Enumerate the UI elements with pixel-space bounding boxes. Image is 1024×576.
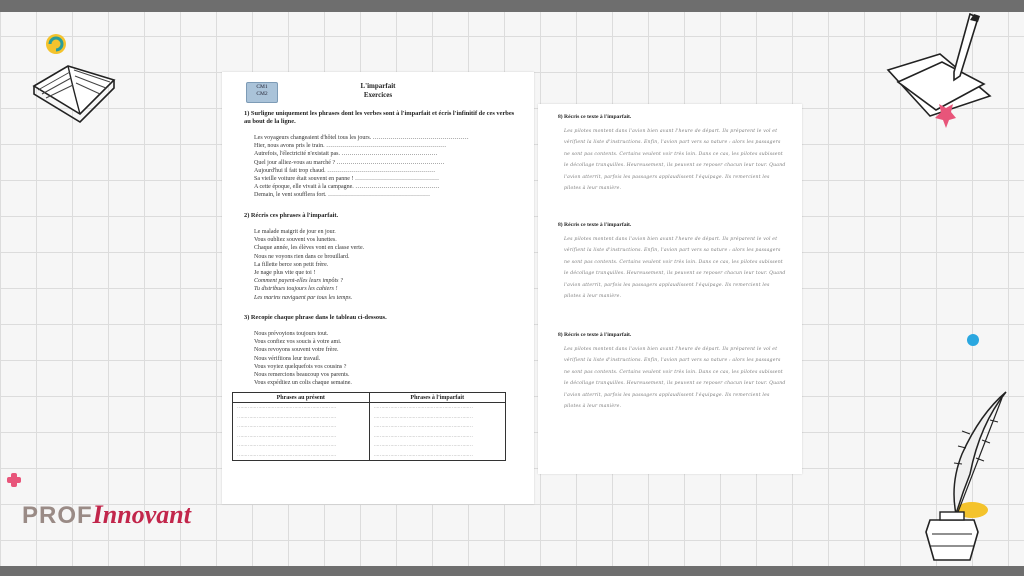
ex2-italic-line: Les marins naviguent par tous les temps. <box>254 294 353 301</box>
table-cell[interactable]: ………………………………………………………… <box>233 403 370 413</box>
table-header-imparfait: Phrases à l'imparfait <box>369 393 506 403</box>
ex2-italic-line: Tu distribues toujours les cahiers ! <box>254 286 338 293</box>
logo-prof: PROF <box>22 502 93 529</box>
ex1-line: Hier, nous avons pris le train. …………………………………………………… <box>254 143 447 150</box>
table-header-present: Phrases au présent <box>233 393 370 403</box>
ex1-line: Quel jour alliez-vous au marché ? ……………………………………………… <box>254 159 445 166</box>
copy-sheet-page <box>538 104 802 474</box>
table-cell[interactable]: ………………………………………………………… <box>369 432 506 442</box>
level-cm1: CM1 <box>256 84 268 90</box>
table-cell[interactable]: ………………………………………………………… <box>369 441 506 451</box>
cursive-text-block: Les pilotes montent dans l'avion bien avant l'heure de départ. Ils préparent le vol et vérifient la liste d'instructions. Enfin, l'avion part vers sa nature : alors les passagers ne sont pas contents. Certains veulent voir très loin. Dans ce cas, les pilotes subissent le décollage tranquilles. Heureusement, ils peuvent se reposer chacun leur tour. Quand l'avion atterrit, parfois les passagers applaudissent l'équipage. Ils remercient les pilotes à leur manière. <box>564 237 786 300</box>
ex3-line: Nous prévoyions toujours tout. <box>254 331 329 337</box>
table-row <box>233 441 506 451</box>
blue-dot <box>967 334 979 346</box>
brand-logo <box>22 500 191 530</box>
ex1-line: A cette époque, elle vivait à la campagne. …………………………………… <box>254 184 440 191</box>
cursive-text-block: Les pilotes montent dans l'avion bien avant l'heure de départ. Ils préparent le vol et vérifient la liste d'instructions. Enfin, l'avion part vers sa nature : alors les passagers ne sont pas contents. Certains veulent voir très loin. Dans ce cas, les pilotes subissent le décollage tranquilles. Heureusement, ils peuvent se reposer chacun leur tour. Quand l'avion atterrit, parfois les passagers applaudissent l'équipage. Ils remercient les pilotes à leur manière. <box>564 347 786 410</box>
table-cell[interactable]: ………………………………………………………… <box>233 413 370 423</box>
ex3-line: Vous expédiiez un colis chaque semaine. <box>254 380 352 387</box>
worksheet-title: L'imparfait <box>360 82 396 90</box>
worksheet-subtitle: Exercices <box>363 91 393 99</box>
table-cell[interactable]: ………………………………………………………… <box>233 441 370 451</box>
quill-inkwell-icon <box>910 384 1020 566</box>
table-row <box>233 403 506 413</box>
ex2-line: Chaque année, les élèves vont en classe verte. <box>254 245 365 252</box>
ex1-line: Demain, le vent soufflera fort. …………………………………………… <box>254 192 431 199</box>
ex3-line: Nous vérifiions leur travail. <box>254 355 321 362</box>
logo-innovant: Innovant <box>92 500 191 529</box>
ex1-line: Autrefois, l'électricité n'existait pas. ………………………………………… <box>254 151 438 158</box>
bottom-frame-bar <box>0 566 1024 576</box>
ex3-line: Nous remercions beaucoup vos parents. <box>254 372 350 379</box>
exercise-3-instruction: 3) Recopie chaque phrase dans le tableau ci-dessous. <box>244 314 387 321</box>
table-body <box>233 403 506 461</box>
ex3-line: Vous confiez vos soucis à votre ami. <box>254 339 342 346</box>
ex3-line: Vous voyiez quelquefois vos cousins ? <box>254 363 347 370</box>
top-frame-bar <box>0 0 1024 12</box>
level-cm2: CM2 <box>256 91 268 97</box>
ex2-line: Le malade maigrit de jour en jour. <box>254 229 336 235</box>
exercise-1-lines <box>254 134 469 200</box>
ex1-line: Sa vieille voiture était souvent en panne ! …………………………………… <box>254 176 439 183</box>
table-cell[interactable]: ………………………………………………………… <box>233 432 370 442</box>
table-cell[interactable]: ………………………………………………………… <box>369 403 506 413</box>
exercise-2-lines <box>254 228 364 302</box>
papers-pen-icon <box>880 12 1000 142</box>
ex1-line: Aujourd'hui il fait trop chaud. ……………………………………………… <box>254 167 436 174</box>
table-cell[interactable]: ………………………………………………………… <box>233 422 370 432</box>
ex2-line: Nous ne voyons rien dans ce brouillard. <box>254 253 350 260</box>
ex1-line: Les voyageurs changeaient d'hôtel tous les jours. ………………………………………… <box>254 135 469 141</box>
exercise-2-instruction: 2) Récris ces phrases à l'imparfait. <box>244 212 339 219</box>
ex3-line: Nous revoyons souvent votre frère. <box>254 347 339 354</box>
copy-instruction-3: 8) Récris ce texte à l'imparfait. <box>558 332 632 338</box>
pink-cross-icon <box>6 472 22 488</box>
worksheet-page <box>222 72 534 504</box>
copy-instruction-2: 8) Récris ce texte à l'imparfait. <box>558 222 632 228</box>
table-cell[interactable]: ………………………………………………………… <box>369 422 506 432</box>
table-cell[interactable]: ………………………………………………………… <box>233 451 370 461</box>
copy-instruction-1: 8) Récris ce texte à l'imparfait. <box>558 114 632 120</box>
ex2-italic-line: Comment payent-elles leurs impôts ? <box>254 278 343 285</box>
open-book-icon <box>28 30 120 126</box>
table-row <box>233 451 506 461</box>
ex2-line: Je nage plus vite que toi ! <box>254 270 316 277</box>
exercise-3-lines <box>254 330 352 387</box>
table-cell[interactable]: ………………………………………………………… <box>369 451 506 461</box>
table-row <box>233 413 506 423</box>
table-cell[interactable]: ………………………………………………………… <box>369 413 506 423</box>
ex2-line: Vous oubliez souvent vos lunettes. <box>254 237 337 244</box>
table-row <box>233 432 506 442</box>
tense-table <box>232 392 506 461</box>
table-row <box>233 422 506 432</box>
ex2-line: La fillette berce son petit frère. <box>254 261 329 268</box>
exercise-1-instruction: 1) Surligne uniquement les phrases dont les verbes sont à l'imparfait et écris l'infinitif de ces verbes au bout de la ligne. <box>244 110 515 125</box>
cursive-text-block: Les pilotes montent dans l'avion bien avant l'heure de départ. Ils préparent le vol et vérifient la liste d'instructions. Enfin, l'avion part vers sa nature : alors les passagers ne sont pas contents. Certains veulent voir très loin. Dans ce cas, les pilotes subissent le décollage tranquilles. Heureusement, ils peuvent se reposer chacun leur tour. Quand l'avion atterrit, parfois les passagers applaudissent l'équipage. Ils remercient les pilotes à leur manière. <box>564 129 786 192</box>
